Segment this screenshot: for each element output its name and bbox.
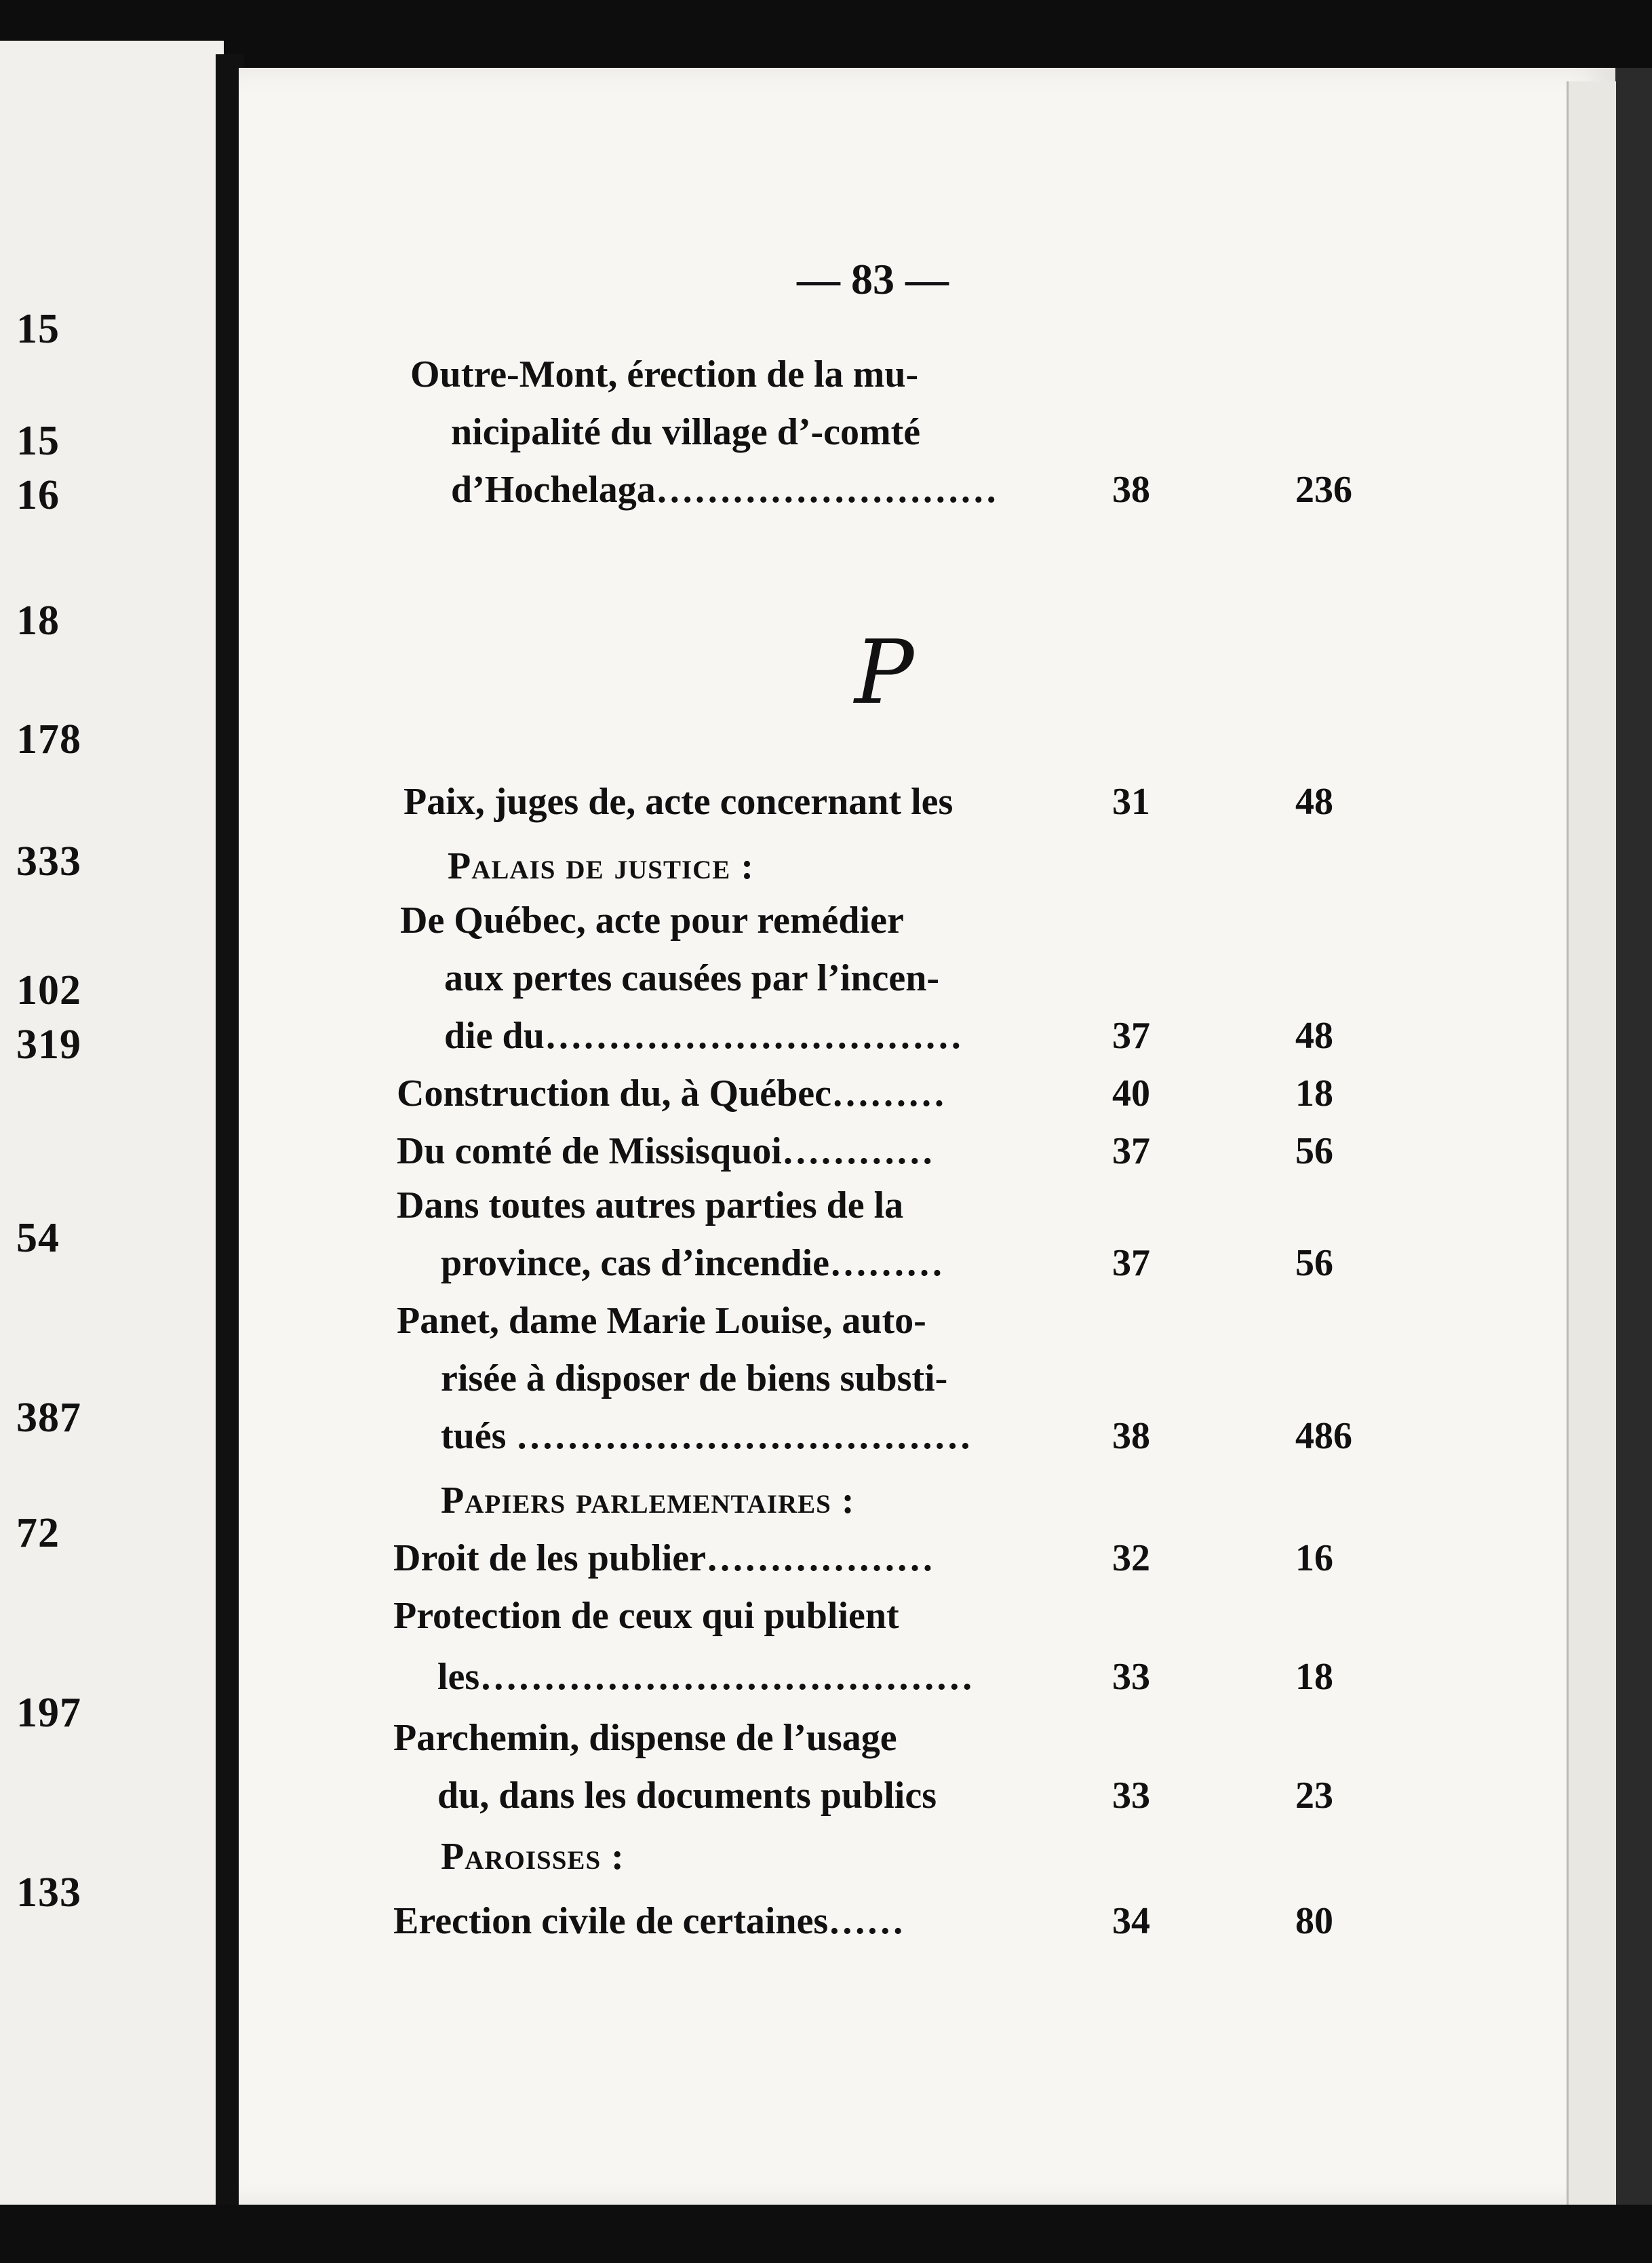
page-reference: 48 — [1295, 1015, 1333, 1057]
page-reference: 18 — [1295, 1072, 1333, 1115]
left-number: 72 — [16, 1510, 60, 1556]
entry-line: Protection de ceux qui publient — [393, 1595, 899, 1637]
subheading: Paroisses : — [441, 1836, 625, 1878]
volume-number: 33 — [1112, 1656, 1150, 1698]
volume-number: 31 — [1112, 781, 1150, 823]
entry-line: risée à disposer de biens substi- — [441, 1357, 948, 1399]
page-reference: 56 — [1295, 1242, 1333, 1284]
left-number: 178 — [16, 716, 81, 762]
volume-number: 38 — [1112, 1415, 1150, 1457]
volume-number: 37 — [1112, 1130, 1150, 1172]
left-number: 333 — [16, 838, 81, 885]
page-reference: 16 — [1295, 1537, 1333, 1579]
entry-line: aux pertes causées par l’incen- — [444, 957, 939, 999]
volume-number: 32 — [1112, 1537, 1150, 1579]
entry-line: Construction du, à Québec……… — [397, 1072, 945, 1115]
left-number: 102 — [16, 967, 81, 1013]
page-reference: 80 — [1295, 1900, 1333, 1942]
scan-border-top — [0, 0, 1652, 68]
entry-line: Panet, dame Marie Louise, auto- — [397, 1300, 926, 1342]
left-number: 15 — [16, 418, 60, 464]
entry-line: Dans toutes autres parties de la — [397, 1184, 904, 1226]
left-number: 319 — [16, 1022, 81, 1068]
left-number: 18 — [16, 598, 60, 644]
page-reference: 236 — [1295, 469, 1352, 511]
page-reference: 23 — [1295, 1775, 1333, 1817]
volume-number: 38 — [1112, 469, 1150, 511]
left-number: 15 — [16, 306, 60, 352]
section-letter: P — [854, 621, 914, 724]
entry-line: De Québec, acte pour remédier — [400, 900, 904, 942]
volume-number: 40 — [1112, 1072, 1150, 1115]
left-number: 197 — [16, 1690, 81, 1736]
left-number: 54 — [16, 1215, 60, 1261]
volume-number: 37 — [1112, 1015, 1150, 1057]
subheading: Palais de justice : — [448, 845, 754, 887]
entry-line: nicipalité du village d’-comté — [451, 411, 921, 453]
page-edge — [1567, 81, 1616, 2205]
entry-line: Paix, juges de, acte concernant les — [404, 781, 953, 823]
entry-line: Droit de les publier……………… — [393, 1537, 934, 1579]
volume-number: 37 — [1112, 1242, 1150, 1284]
entry-line: Du comté de Missisquoi………… — [397, 1130, 934, 1172]
entry-line: d’Hochelaga……………………… — [451, 469, 998, 511]
left-page — [0, 41, 224, 2239]
page-reference: 48 — [1295, 781, 1333, 823]
page-reference: 486 — [1295, 1415, 1352, 1457]
entry-line: les………………………………… — [437, 1656, 974, 1698]
page-reference: 18 — [1295, 1656, 1333, 1698]
scan-border-bottom — [0, 2205, 1652, 2263]
entry-line: du, dans les documents publics — [437, 1775, 937, 1817]
entry-line: Erection civile de certaines…… — [393, 1900, 905, 1942]
entry-line: Parchemin, dispense de l’usage — [393, 1717, 897, 1759]
entry-line: die du…………………………… — [444, 1015, 962, 1057]
entry-line: province, cas d’incendie……… — [441, 1242, 943, 1284]
left-number: 16 — [16, 472, 60, 518]
left-number: 387 — [16, 1395, 81, 1441]
subheading: Papiers parlementaires : — [441, 1479, 855, 1522]
entry-line: tués ……………………………… — [441, 1415, 972, 1457]
entry-line: Outre-Mont, érection de la mu- — [410, 353, 919, 395]
page-number: — 83 — — [797, 255, 949, 303]
page-reference: 56 — [1295, 1130, 1333, 1172]
volume-number: 33 — [1112, 1775, 1150, 1817]
left-number: 133 — [16, 1870, 81, 1916]
volume-number: 34 — [1112, 1900, 1150, 1942]
